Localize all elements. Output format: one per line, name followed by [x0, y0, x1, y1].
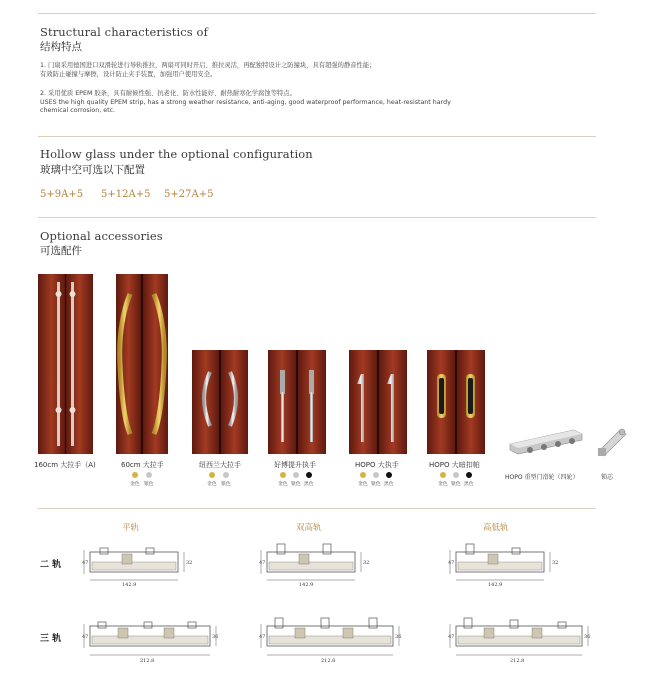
track-profile-three-high-low — [448, 614, 598, 664]
swatch-gold — [280, 472, 286, 478]
dim-width: 142.9 — [488, 582, 503, 588]
para1-line1: 1. 门扇采用德国进口双滑轮进行导轨推拉，两扇可同时开启、推拉灵活，再配独特设计之防撞块，具有超强的静音性能； — [40, 62, 376, 69]
track-profile-two-high-low — [448, 542, 558, 588]
swatch-label: 金色 — [358, 482, 368, 487]
swatch-black — [306, 472, 312, 478]
swatch-label: 银色 — [291, 482, 301, 487]
swatch-label: 银色 — [451, 482, 461, 487]
dim-width: 142.9 — [299, 582, 314, 588]
glass-option-1: 5+9A+5 — [40, 189, 84, 200]
swatch-silver — [223, 472, 229, 478]
dim-width: 142.9 — [122, 582, 137, 588]
structure-title-en: Structural characteristics of — [40, 25, 208, 39]
handle-lift-image — [268, 350, 326, 454]
divider-1 — [38, 136, 596, 137]
track-profile-three-flat — [82, 614, 222, 664]
glass-title-cn: 玻璃中空可选以下配置 — [40, 164, 145, 176]
dim-height-right: 32 — [186, 560, 192, 566]
structure-para-2 — [40, 90, 600, 116]
glass-title-en: Hollow glass under the optional configuration — [40, 147, 313, 161]
track-profile-three-double-high — [259, 614, 409, 664]
track-profile-two-flat — [82, 542, 192, 588]
track-col-high-low: 高低轨 — [483, 523, 509, 533]
swatch-silver — [146, 472, 152, 478]
track-col-double-high: 双高轨 — [296, 523, 322, 533]
handle-hopo-image — [349, 350, 407, 454]
swatch-gold — [209, 472, 215, 478]
swatch-silver — [453, 472, 459, 478]
divider-2 — [38, 217, 596, 218]
top-divider — [38, 13, 596, 14]
lock-cylinder-label: 锁芯 — [601, 474, 614, 481]
roller-label: HOPO 重型门滑轮（四轮） — [505, 474, 579, 481]
swatch-label: 黑色 — [464, 482, 474, 487]
track-col-flat: 平轨 — [122, 523, 140, 533]
dim-height-left: 47 — [448, 560, 455, 566]
dim-height-right: 36 — [584, 634, 591, 640]
swatch-label: 金色 — [438, 482, 448, 487]
dim-height-right: 32 — [552, 560, 558, 566]
handle-160cm-image — [38, 274, 93, 454]
dim-height-left: 47 — [259, 634, 266, 640]
track-profile-two-double-high — [259, 542, 369, 588]
swatch-label: 银色 — [144, 482, 154, 487]
swatch-label: 黑色 — [304, 482, 314, 487]
handle-60cm-label: 60cm 大拉手 — [121, 461, 164, 469]
para1-line2: 有效防止碰撞与摩擦，设计防止夹手装置，加强用户使用安全。 — [40, 70, 217, 78]
para2-line3: chemical corrosion, etc. — [40, 107, 116, 115]
handle-nz-image — [192, 350, 248, 454]
structure-para-1 — [40, 62, 600, 79]
swatch-gold — [132, 472, 138, 478]
dim-width: 212.8 — [510, 658, 525, 664]
lock-cylinder-image — [594, 426, 630, 460]
handle-lift-label: 好博提升执手 — [274, 461, 316, 469]
dim-height-right: 36 — [395, 634, 402, 640]
divider-3 — [38, 508, 596, 509]
track-row-three: 三 轨 — [40, 634, 62, 644]
swatch-label: 银色 — [221, 482, 231, 487]
glass-option-2: 5+12A+5 — [101, 189, 151, 200]
swatch-black — [386, 472, 392, 478]
swatch-silver — [293, 472, 299, 478]
track-row-two: 二 轨 — [40, 560, 62, 570]
swatch-label: 金色 — [278, 482, 288, 487]
dim-height-left: 47 — [259, 560, 266, 566]
swatch-label: 金色 — [130, 482, 140, 487]
dim-width: 212.8 — [140, 658, 155, 664]
swatch-label: 金色 — [207, 482, 217, 487]
handle-recessed-label: HOPO 大暗扣帕 — [429, 461, 480, 469]
accessories-title-en: Optional accessories — [40, 229, 163, 243]
handle-160cm-label: 160cm 大拉手（A) — [34, 461, 96, 469]
handle-nz-label: 纽西兰大拉手 — [199, 461, 241, 469]
para2-line2: USES the high quality EPEM strip, has a strong weather resistance, anti-aging, good waterproof performance, heat-resistant hardy — [40, 98, 451, 106]
dim-height-right: 36 — [212, 634, 219, 640]
swatch-gold — [440, 472, 446, 478]
accessories-title-cn: 可选配件 — [40, 245, 82, 257]
structure-title-cn: 结构特点 — [40, 41, 82, 53]
handle-60cm-image — [116, 274, 168, 454]
swatch-black — [466, 472, 472, 478]
swatch-gold — [360, 472, 366, 478]
dim-height-left: 47 — [448, 634, 455, 640]
dim-height-left: 47 — [82, 634, 89, 640]
handle-recessed-image — [427, 350, 485, 454]
roller-image — [508, 424, 584, 460]
dim-width: 212.8 — [321, 658, 336, 664]
swatch-label: 黑色 — [384, 482, 394, 487]
swatch-silver — [373, 472, 379, 478]
para2-line1: 2. 采用优质 EPEM 胶条，具有耐候性强、抗老化、防水性能好、耐热耐寒化学腐蚀等特点。 — [40, 90, 296, 97]
glass-option-3: 5+27A+5 — [164, 189, 214, 200]
dim-height-left: 47 — [82, 560, 89, 566]
swatch-label: 银色 — [371, 482, 381, 487]
handle-hopo-label: HOPO 大执手 — [355, 461, 399, 469]
dim-height-right: 32 — [363, 560, 369, 566]
